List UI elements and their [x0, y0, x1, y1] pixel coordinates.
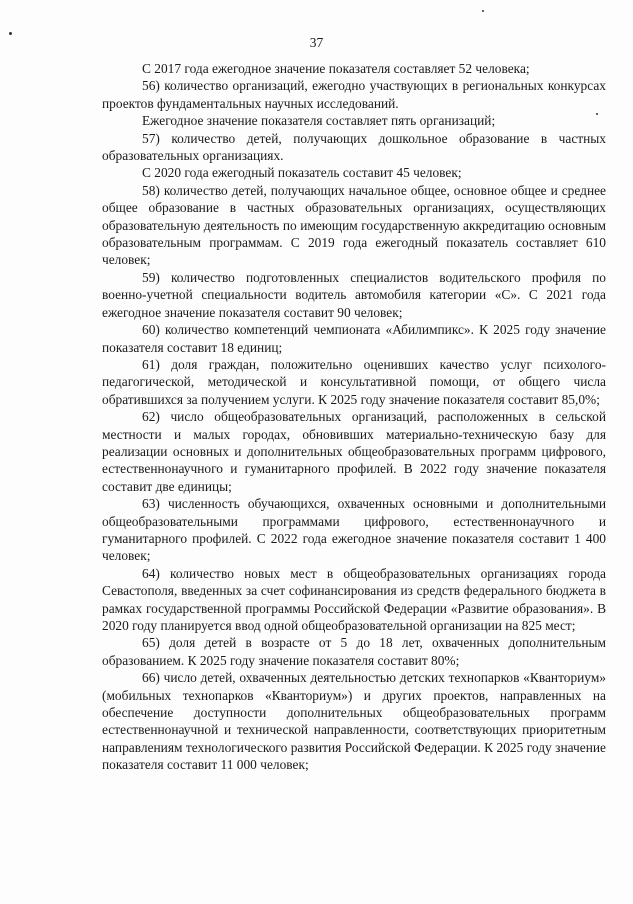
- paragraph: 58) количество детей, получающих начальное общее, основное общее и среднее общее образование в частных образовательных организациях, осуществляющих образовательную деятельность по имеющим государственную аккредитацию основным образовательным программам. С 2019 года ежегодный показатель составляет 610 человек;: [102, 182, 606, 268]
- paragraph: 59) количество подготовленных специалистов водительского профиля по военно-учетной специальности водитель автомобиля категории «С». С 2021 года ежегодное значение показателя составит 90 человек;: [102, 269, 606, 320]
- paragraph: 62) число общеобразовательных организаций, расположенных в сельской местности и малых городах, обновивших материально-техническую базу для реализации основных и дополнительных общеобразовательных программ цифрового, естественнонаучного и гуманитарного профилей. В 2022 году значение показателя составит две единицы;: [102, 409, 606, 494]
- page-number: 37: [309, 35, 324, 50]
- paragraph: 60) количество компетенций чемпионата «Абилимпикс». К 2025 году значение показателя составит 18 единиц;: [102, 322, 606, 355]
- paragraph: Ежегодное значение показателя составляет пять организаций;: [142, 113, 496, 129]
- document-body: [102, 60, 606, 774]
- paragraph: 57) количество детей, получающих дошкольное образование в частных образовательных организациях.: [102, 130, 606, 164]
- scan-speck: [482, 10, 484, 12]
- paragraph: 65) доля детей в возрасте от 5 до 18 лет, охваченных дополнительным образованием. К 2025 году значение показателя составит 80%;: [102, 635, 606, 668]
- paragraph: 66) число детей, охваченных деятельностью детских технопарков «Кванториум» (мобильных технопарков «Кванториум») и других проектов, направленных на обеспечение доступности дополнительных общеобразовательных программ естественнонаучной и технической направленности, соответствующих приоритетным направлениям технологического развития Российской Федерации. К 2025 году значение показателя составит 11 000 человек;: [102, 670, 606, 773]
- paragraph: С 2017 года ежегодное значение показателя составляет 52 человека;: [142, 61, 530, 76]
- paragraph: 61) доля граждан, положительно оценивших качество услуг психолого-педагогической, методической и консультативной помощи, от общего числа обратившихся за получением услуги. К 2025 году значение показателя составит 85,0%;: [102, 356, 606, 407]
- paragraph: 63) численность обучающихся, охваченных основными и дополнительными общеобразовательными программами цифрового, естественнонаучного и гуманитарного профилей. С 2022 года ежегодное значение показателя составит 1 400 человек;: [102, 496, 606, 564]
- paragraph: 56) количество организаций, ежегодно участвующих в региональных конкурсах проектов фундаментальных научных исследований.: [102, 78, 606, 111]
- paragraph: С 2020 года ежегодный показатель составит 45 человек;: [142, 165, 462, 181]
- paragraph: 64) количество новых мест в общеобразовательных организациях города Севастополя, введенных за счет софинансирования из средств федерального бюджета в рамках государственной программы Российской Федерации «Развитие образования». В 2020 году планируется ввод одной общеобразовательной организации на 825 мест;: [102, 565, 606, 633]
